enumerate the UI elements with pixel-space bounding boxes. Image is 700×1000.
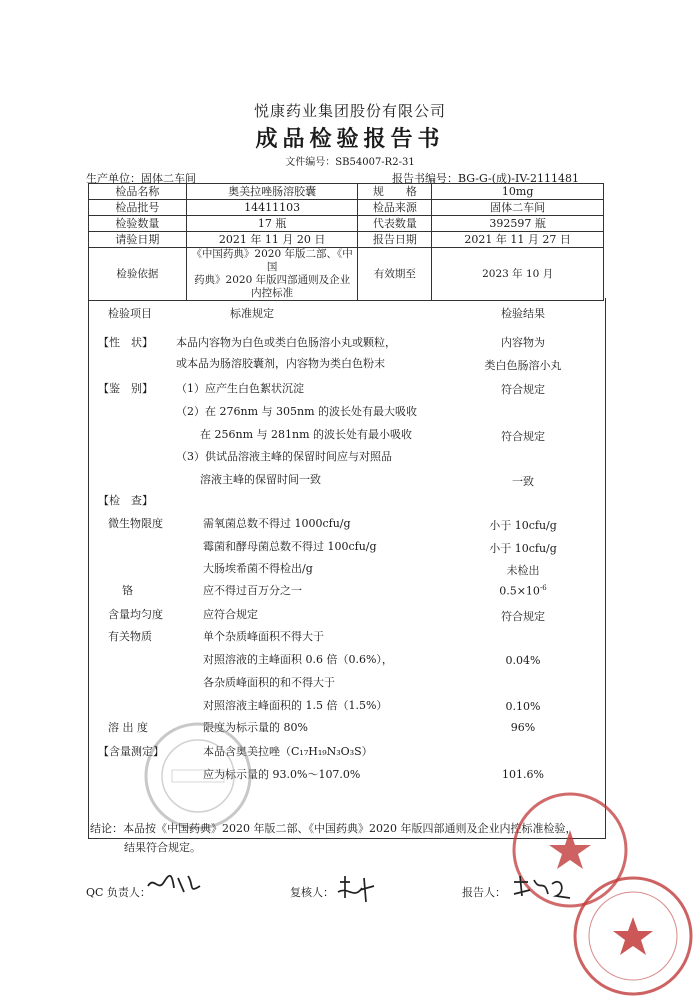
result-text: 101.6% xyxy=(502,768,544,781)
standard-text: （1）应产生白色絮状沉淀 xyxy=(176,382,304,395)
production-unit: 生产单位：固体二车间 xyxy=(86,172,196,185)
report-title: 成品检验报告书 xyxy=(255,126,445,152)
result-text: 未检出 xyxy=(506,564,540,577)
standard-text: 溶液主峰的保留时间一致 xyxy=(200,473,321,486)
test-quantity: 17 瓶 xyxy=(186,216,358,232)
reporter-signature-icon xyxy=(510,872,574,904)
reporter-signature-label: 报告人： xyxy=(462,886,506,899)
standard-text: 应符合规定 xyxy=(203,608,258,621)
result-text: 小于 10cfu/g xyxy=(489,519,557,532)
expiry-date: 2023 年 10 月 xyxy=(432,248,604,301)
result-text: 类白色肠溶小丸 xyxy=(484,359,562,372)
section-label: 【含量测定】 xyxy=(98,745,164,758)
info-label: 检品名称 xyxy=(89,184,187,200)
qc-stamp-icon xyxy=(142,720,254,832)
standard-text: 在 256nm 与 281nm 的波长处有最小吸收 xyxy=(200,428,413,441)
standard-text: 本品内容物为白色或类白色肠溶小丸或颗粒， xyxy=(176,336,396,349)
item-label: 微生物限度 xyxy=(108,517,163,530)
result-text xyxy=(468,584,578,598)
result-text: 一致 xyxy=(512,475,534,488)
result-text: 0.10% xyxy=(505,700,541,713)
conclusion-line: 结论：本品按《中国药典》2020 年版二部、《中国药典》2020 年版四部通则及企业内控标准检验， xyxy=(90,822,577,835)
section-label: 【检 查】 xyxy=(98,494,153,507)
info-label: 检验依据 xyxy=(89,248,187,301)
test-basis xyxy=(186,248,358,301)
result-text: 符合规定 xyxy=(501,610,545,623)
test-basis-line: 内控标准 xyxy=(251,287,294,299)
represent-quantity: 392597 瓶 xyxy=(432,216,604,232)
info-label: 检品批号 xyxy=(89,200,187,216)
info-label: 检品来源 xyxy=(358,200,432,216)
batch-number: 14411103 xyxy=(186,200,358,216)
standard-text: 对照溶液主峰面积的 1.5 倍（1.5%） xyxy=(203,699,388,712)
qc-signature-label: QC 负责人： xyxy=(86,886,151,899)
section-label: 【性 状】 xyxy=(98,336,153,349)
standard-text: 应不得过百万分之一 xyxy=(203,584,302,597)
standard-text: 大肠埃希菌不得检出/g xyxy=(203,562,313,575)
standard-text: 单个杂质峰面积不得大于 xyxy=(203,630,324,643)
standard-text: 本品含奥美拉唑（C₁₇H₁₉N₃O₃S） xyxy=(203,745,373,758)
sample-source: 固体二车间 xyxy=(432,200,604,216)
conclusion-line: 结果符合规定。 xyxy=(124,841,201,854)
standard-text: （2）在 276nm 与 305nm 的波长处有最大吸收 xyxy=(176,405,418,418)
item-label: 有关物质 xyxy=(108,630,152,643)
header-standard: 标准规定 xyxy=(230,307,274,320)
company-name: 悦康药业集团股份有限公司 xyxy=(253,102,446,120)
standard-text: （3）供试品溶液主峰的保留时间应与对照品 xyxy=(176,450,392,463)
result-text: 96% xyxy=(510,721,536,734)
reviewer-signature-icon xyxy=(334,872,378,906)
standard-text: 需氧菌总数不得过 1000cfu/g xyxy=(203,517,351,530)
result-text: 内容物为 xyxy=(501,336,545,349)
quality-seal-icon xyxy=(572,875,694,997)
info-label: 规 格 xyxy=(358,184,432,200)
reviewer-signature-label: 复核人： xyxy=(290,886,334,899)
standard-text: 对照溶液的主峰面积 0.6 倍（0.6%）， xyxy=(203,653,393,666)
report-number: 报告书编号：BG-G-(成)-IV-2111481 xyxy=(392,172,579,185)
result-text: 符合规定 xyxy=(501,383,545,396)
result-text: 符合规定 xyxy=(501,430,545,443)
item-label: 铬 xyxy=(122,584,133,597)
info-label: 请验日期 xyxy=(89,232,187,248)
item-label: 溶 出 度 xyxy=(108,721,148,734)
result-value: 0.5×10 xyxy=(499,584,540,598)
test-basis-line: 《中国药典》2020 年版二部、《中国 xyxy=(191,248,353,273)
info-label: 代表数量 xyxy=(358,216,432,232)
document-number: 文件编号：SB54007-R2-31 xyxy=(285,157,415,168)
standard-text: 应为标示量的 93.0%～107.0% xyxy=(203,768,361,781)
info-label: 报告日期 xyxy=(358,232,432,248)
standard-text: 霉菌和酵母菌总数不得过 100cfu/g xyxy=(203,540,377,553)
standard-text: 或本品为肠溶胶囊剂，内容物为类白色粉末 xyxy=(176,357,385,370)
result-text: 小于 10cfu/g xyxy=(489,542,557,555)
standard-text: 限度为标示量的 80% xyxy=(203,721,308,734)
product-name: 奥美拉唑肠溶胶囊 xyxy=(186,184,358,200)
test-basis-line: 药典》2020 年版四部通则及企业 xyxy=(194,274,351,286)
info-table xyxy=(88,183,604,301)
header-item: 检验项目 xyxy=(108,307,152,320)
info-label: 有效期至 xyxy=(358,248,432,301)
result-text: 0.04% xyxy=(505,654,541,667)
header-result: 检验结果 xyxy=(501,307,545,320)
section-label: 【鉴 别】 xyxy=(98,382,153,395)
info-label: 检验数量 xyxy=(89,216,187,232)
request-date: 2021 年 11 月 20 日 xyxy=(186,232,358,248)
qc-signature-icon xyxy=(144,868,208,898)
item-label: 含量均匀度 xyxy=(108,608,163,621)
standard-text: 各杂质峰面积的和不得大于 xyxy=(203,676,335,689)
report-date: 2021 年 11 月 27 日 xyxy=(432,232,604,248)
specification: 10mg xyxy=(432,184,604,200)
result-exponent: -6 xyxy=(539,584,547,592)
